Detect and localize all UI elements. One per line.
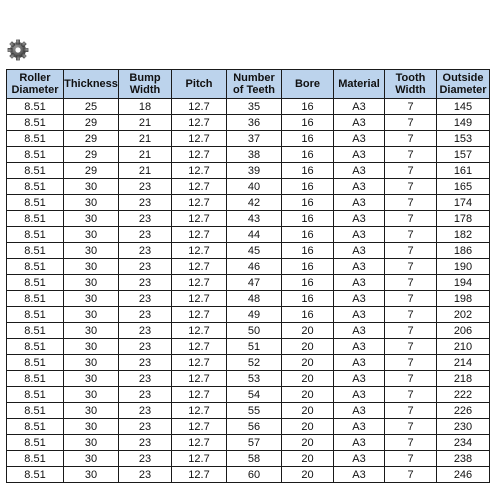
table-cell: 238 [437,451,490,467]
table-cell: 58 [227,451,282,467]
table-cell: 8.51 [7,371,64,387]
column-header: Material [334,70,385,99]
table-cell: 21 [119,147,172,163]
table-row [7,115,490,131]
table-cell: 16 [282,211,334,227]
table-row [7,211,490,227]
table-cell: 20 [282,403,334,419]
table-cell: 30 [64,323,119,339]
table-cell: 25 [64,99,119,115]
table-cell: A3 [334,435,385,451]
table-cell: 23 [119,355,172,371]
table-cell: 194 [437,275,490,291]
table-cell: 23 [119,419,172,435]
table-row [7,339,490,355]
table-cell: 23 [119,291,172,307]
table-cell: 16 [282,195,334,211]
table-cell: 30 [64,435,119,451]
table-cell: 23 [119,227,172,243]
table-cell: 30 [64,307,119,323]
table-row [7,163,490,179]
table-cell: 198 [437,291,490,307]
table-cell: 30 [64,259,119,275]
table-cell: 48 [227,291,282,307]
table-cell: 20 [282,419,334,435]
table-cell: 8.51 [7,195,64,211]
column-header: Number of Teeth [227,70,282,99]
table-cell: 16 [282,227,334,243]
table-cell: 153 [437,131,490,147]
spec-table [6,69,490,483]
table-cell: A3 [334,147,385,163]
table-cell: 16 [282,259,334,275]
table-cell: A3 [334,259,385,275]
table-cell: 174 [437,195,490,211]
table-cell: 23 [119,243,172,259]
table-cell: 29 [64,115,119,131]
table-cell: 8.51 [7,227,64,243]
table-cell: 23 [119,195,172,211]
table-cell: 46 [227,259,282,275]
table-cell: 8.51 [7,179,64,195]
table-cell: 20 [282,451,334,467]
table-cell: 7 [385,259,437,275]
table-cell: 12.7 [172,451,227,467]
table-cell: 226 [437,403,490,419]
table-cell: A3 [334,339,385,355]
table-cell: A3 [334,99,385,115]
table-cell: A3 [334,227,385,243]
table-cell: 246 [437,467,490,483]
table-cell: 23 [119,371,172,387]
table-cell: 7 [385,131,437,147]
table-cell: 20 [282,339,334,355]
table-cell: 20 [282,467,334,483]
table-cell: 7 [385,115,437,131]
table-cell: 55 [227,403,282,419]
table-cell: A3 [334,163,385,179]
table-cell: 18 [119,99,172,115]
table-cell: 12.7 [172,467,227,483]
table-cell: 186 [437,243,490,259]
table-cell: 21 [119,131,172,147]
table-cell: 7 [385,147,437,163]
table-cell: 16 [282,115,334,131]
table-cell: 8.51 [7,323,64,339]
table-cell: 40 [227,179,282,195]
table-cell: 20 [282,387,334,403]
table-row [7,435,490,451]
table-row [7,307,490,323]
table-cell: A3 [334,115,385,131]
table-row [7,451,490,467]
table-cell: 7 [385,323,437,339]
table-cell: 43 [227,211,282,227]
table-cell: A3 [334,403,385,419]
table-row [7,179,490,195]
table-row [7,131,490,147]
table-cell: 12.7 [172,355,227,371]
table-cell: 8.51 [7,163,64,179]
table-cell: 30 [64,275,119,291]
table-cell: 218 [437,371,490,387]
table-cell: 29 [64,131,119,147]
table-cell: 7 [385,451,437,467]
table-cell: 12.7 [172,371,227,387]
table-cell: 149 [437,115,490,131]
table-cell: 23 [119,387,172,403]
table-cell: 16 [282,131,334,147]
table-row [7,355,490,371]
table-row [7,387,490,403]
table-cell: 8.51 [7,419,64,435]
table-cell: 30 [64,403,119,419]
table-cell: 7 [385,291,437,307]
table-cell: A3 [334,355,385,371]
table-cell: 8.51 [7,211,64,227]
table-cell: 7 [385,275,437,291]
column-header: Roller Diameter [7,70,64,99]
table-cell: 8.51 [7,355,64,371]
table-cell: 7 [385,211,437,227]
table-cell: 145 [437,99,490,115]
table-cell: A3 [334,131,385,147]
table-cell: 38 [227,147,282,163]
table-cell: 12.7 [172,195,227,211]
table-row [7,243,490,259]
table-cell: 23 [119,275,172,291]
table-cell: 7 [385,163,437,179]
table-row [7,147,490,163]
table-cell: 7 [385,355,437,371]
table-cell: A3 [334,243,385,259]
table-cell: 7 [385,307,437,323]
table-cell: 16 [282,163,334,179]
table-cell: 7 [385,371,437,387]
table-row [7,403,490,419]
table-cell: 52 [227,355,282,371]
table-cell: 56 [227,419,282,435]
table-cell: 8.51 [7,451,64,467]
table-cell: 8.51 [7,403,64,419]
table-cell: 30 [64,291,119,307]
table-cell: 30 [64,371,119,387]
column-header: Tooth Width [385,70,437,99]
table-cell: 30 [64,339,119,355]
table-cell: A3 [334,307,385,323]
table-cell: 12.7 [172,147,227,163]
table-cell: 222 [437,387,490,403]
table-cell: 16 [282,99,334,115]
table-cell: 23 [119,179,172,195]
table-cell: 23 [119,211,172,227]
table-cell: 20 [282,323,334,339]
table-cell: 16 [282,291,334,307]
table-cell: 8.51 [7,99,64,115]
table-cell: 178 [437,211,490,227]
table-cell: 7 [385,403,437,419]
table-cell: 7 [385,99,437,115]
table-cell: 23 [119,323,172,339]
table-cell: 12.7 [172,403,227,419]
table-cell: 8.51 [7,467,64,483]
table-cell: 16 [282,147,334,163]
table-cell: 7 [385,435,437,451]
table-row [7,99,490,115]
table-cell: 202 [437,307,490,323]
column-header: Bump Width [119,70,172,99]
table-cell: 35 [227,99,282,115]
table-cell: 12.7 [172,227,227,243]
column-header: Thickness [64,70,119,99]
table-row [7,259,490,275]
table-cell: 23 [119,467,172,483]
table-cell: 12.7 [172,339,227,355]
table-cell: 30 [64,451,119,467]
table-cell: 53 [227,371,282,387]
table-cell: 16 [282,307,334,323]
table-cell: 12.7 [172,291,227,307]
table-row [7,227,490,243]
gear-icon [6,38,30,62]
table-cell: 190 [437,259,490,275]
table-cell: A3 [334,211,385,227]
table-cell: 8.51 [7,275,64,291]
table-cell: 8.51 [7,387,64,403]
table-cell: 230 [437,419,490,435]
table-cell: 8.51 [7,147,64,163]
column-header: Pitch [172,70,227,99]
table-cell: A3 [334,291,385,307]
table-cell: 54 [227,387,282,403]
table-cell: 182 [437,227,490,243]
table-cell: 157 [437,147,490,163]
table-cell: 12.7 [172,211,227,227]
column-header: Outside Diameter [437,70,490,99]
table-cell: 12.7 [172,307,227,323]
table-header-row [7,70,490,99]
table-cell: 214 [437,355,490,371]
table-row [7,371,490,387]
table-cell: 29 [64,163,119,179]
table-cell: 57 [227,435,282,451]
table-cell: 12.7 [172,419,227,435]
table-cell: 49 [227,307,282,323]
table-cell: 8.51 [7,339,64,355]
table-cell: 21 [119,163,172,179]
table-cell: A3 [334,323,385,339]
table-cell: 8.51 [7,243,64,259]
table-cell: 12.7 [172,275,227,291]
table-cell: 30 [64,467,119,483]
table-cell: 42 [227,195,282,211]
table-cell: 23 [119,403,172,419]
table-cell: 206 [437,323,490,339]
table-cell: 30 [64,243,119,259]
table-cell: A3 [334,179,385,195]
table-cell: 16 [282,179,334,195]
table-cell: 12.7 [172,259,227,275]
table-cell: 7 [385,467,437,483]
table-cell: 23 [119,451,172,467]
table-cell: 12.7 [172,115,227,131]
table-cell: 37 [227,131,282,147]
table-cell: 29 [64,147,119,163]
table-cell: 8.51 [7,131,64,147]
table-cell: 161 [437,163,490,179]
table-row [7,275,490,291]
table-cell: 8.51 [7,291,64,307]
table-cell: 20 [282,355,334,371]
table-cell: 12.7 [172,323,227,339]
table-cell: A3 [334,451,385,467]
table-cell: 60 [227,467,282,483]
table-cell: A3 [334,275,385,291]
table-cell: 23 [119,307,172,323]
table-cell: 7 [385,179,437,195]
table-cell: 165 [437,179,490,195]
table-row [7,195,490,211]
table-cell: A3 [334,467,385,483]
table-cell: 23 [119,339,172,355]
table-row [7,467,490,483]
table-cell: 12.7 [172,179,227,195]
table-cell: A3 [334,387,385,403]
table-cell: 16 [282,243,334,259]
table-cell: 45 [227,243,282,259]
table-cell: 12.7 [172,435,227,451]
table-cell: 7 [385,419,437,435]
table-cell: 8.51 [7,115,64,131]
column-header: Bore [282,70,334,99]
table-cell: 30 [64,179,119,195]
table-cell: 7 [385,387,437,403]
table-cell: A3 [334,195,385,211]
table-row [7,323,490,339]
table-cell: 234 [437,435,490,451]
table-cell: A3 [334,419,385,435]
table-cell: 51 [227,339,282,355]
table-cell: 8.51 [7,307,64,323]
table-cell: 7 [385,339,437,355]
table-cell: 47 [227,275,282,291]
table-cell: 23 [119,259,172,275]
table-cell: 30 [64,227,119,243]
table-row [7,419,490,435]
table-cell: 7 [385,243,437,259]
table-cell: 23 [119,435,172,451]
table-cell: 12.7 [172,387,227,403]
table-cell: A3 [334,371,385,387]
table-row [7,291,490,307]
table-cell: 30 [64,387,119,403]
table-cell: 7 [385,227,437,243]
table-cell: 12.7 [172,163,227,179]
table-cell: 12.7 [172,99,227,115]
table-cell: 8.51 [7,259,64,275]
table-cell: 8.51 [7,435,64,451]
table-cell: 16 [282,275,334,291]
table-cell: 7 [385,195,437,211]
table-cell: 36 [227,115,282,131]
table-cell: 20 [282,435,334,451]
table-cell: 30 [64,211,119,227]
table-cell: 12.7 [172,131,227,147]
table-cell: 30 [64,355,119,371]
table-cell: 30 [64,419,119,435]
table-cell: 30 [64,195,119,211]
table-cell: 210 [437,339,490,355]
table-cell: 44 [227,227,282,243]
table-cell: 12.7 [172,243,227,259]
table-cell: 20 [282,371,334,387]
table-cell: 21 [119,115,172,131]
table-cell: 50 [227,323,282,339]
table-cell: 39 [227,163,282,179]
